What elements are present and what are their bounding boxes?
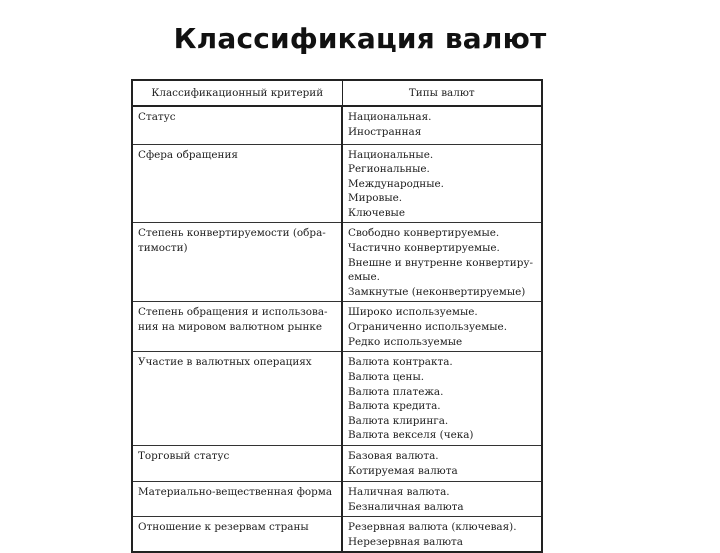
types-cell: Национальная. Иностранная	[342, 106, 542, 144]
table-row	[132, 144, 542, 223]
criterion-cell: Участие в валютных операциях	[132, 352, 342, 446]
column-header-criterion: Классификационный критерий	[132, 80, 342, 106]
table-row	[132, 302, 542, 352]
table-row	[132, 352, 542, 446]
types-cell: Резервная валюта (ключевая). Нерезервная валюта	[342, 517, 542, 553]
types-cell: Свободно конвертируемые. Частично конвертируемые. Внешне и внутренне конвертиру- емые. Замкнутые (неконвертируемые)	[342, 223, 542, 302]
types-cell: Национальные. Региональные. Международные. Мировые. Ключевые	[342, 144, 542, 223]
criterion-cell: Степень обращения и использова- ния на мировом валютном рынке	[132, 302, 342, 352]
classification-table-container	[131, 79, 541, 548]
criterion-cell: Торговый статус	[132, 446, 342, 482]
criterion-cell: Сфера обращения	[132, 144, 342, 223]
table-row	[132, 446, 542, 482]
table-row	[132, 106, 542, 144]
column-header-types: Типы валют	[342, 80, 542, 106]
types-cell: Валюта контракта. Валюта цены. Валюта платежа. Валюта кредита. Валюта клиринга. Валюта векселя (чека)	[342, 352, 542, 446]
types-cell: Широко используемые. Ограниченно используемые. Редко используемые	[342, 302, 542, 352]
table-header-row	[132, 80, 542, 106]
table-row	[132, 482, 542, 517]
criterion-cell: Статус	[132, 106, 342, 144]
page-title: Классификация валют	[173, 22, 547, 55]
criterion-cell: Материально-вещественная форма	[132, 482, 342, 517]
table-row	[132, 223, 542, 302]
types-cell: Базовая валюта. Котируемая валюта	[342, 446, 542, 482]
criterion-cell: Степень конвертируемости (обра- тимости)	[132, 223, 342, 302]
types-cell: Наличная валюта. Безналичная валюта	[342, 482, 542, 517]
classification-table	[131, 79, 543, 553]
table-row	[132, 517, 542, 553]
criterion-cell: Отношение к резервам страны	[132, 517, 342, 553]
